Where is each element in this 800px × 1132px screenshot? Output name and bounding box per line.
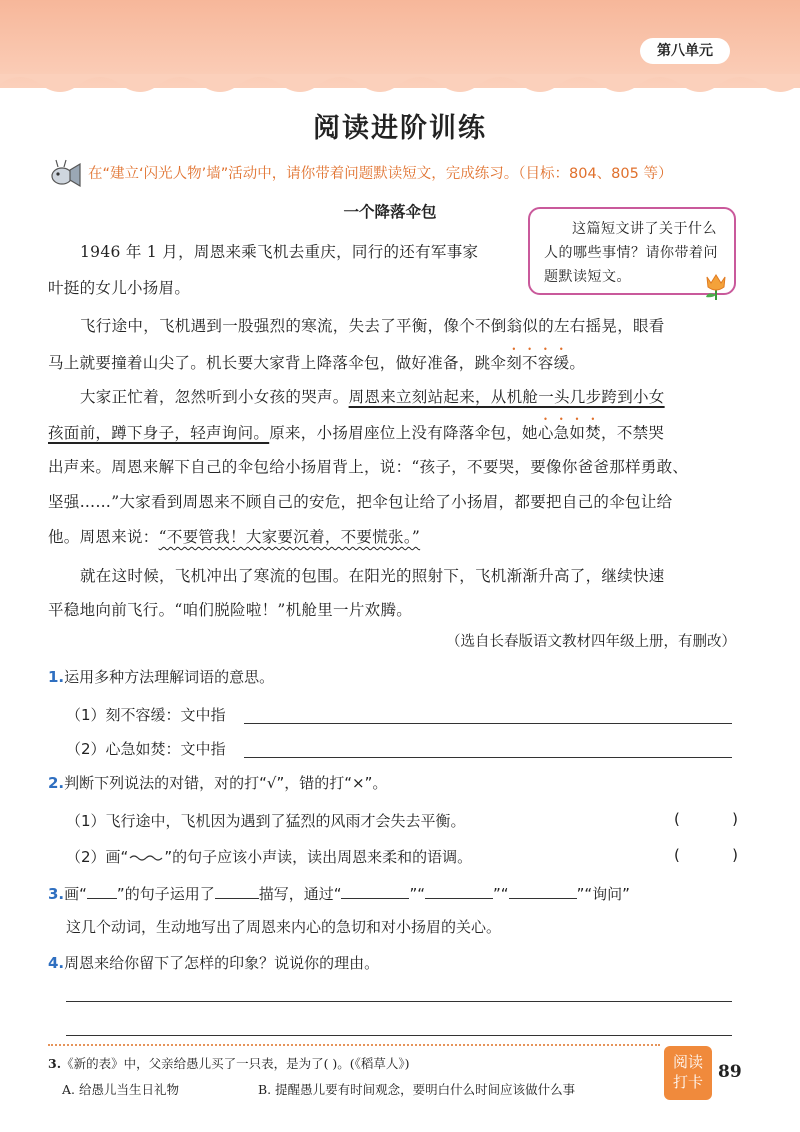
question-2-sub-2: （2）画“ ”的句子应该小声读，读出周恩来柔和的语调。 (66, 848, 473, 866)
question-2-sub-1: （1）飞行途中，飞机因为遇到了猛烈的风雨才会失去平衡。 (66, 812, 466, 830)
story-paragraph-3e: 他。周恩来说：“不要管我！大家要沉着，不要慌张。” (48, 528, 421, 546)
answer-paren-q2-1[interactable]: ( ) (674, 810, 738, 828)
reading-tip-text: 这篇短文讲了关于什么人的哪些事情？请你带着问题默读短文。 (544, 221, 718, 285)
instruction-text: 在“建立‘闪光人物’墙”活动中，请你带着问题默读短文，完成练习。（目标：804、805 等） (88, 166, 673, 182)
megaphone-bug-icon (48, 158, 82, 188)
instruction-row (48, 158, 768, 188)
dotted-word-ke-bu-rong-huan: 刻不容缓 (506, 354, 570, 372)
blank-q3-4[interactable] (509, 882, 577, 899)
blank-q3-3[interactable] (425, 882, 493, 899)
story-paragraph-4b: 平稳地向前飞行。“咱们脱险啦！”机舱里一片欢腾。 (48, 601, 413, 619)
footer-dotted-divider (48, 1044, 660, 1046)
question-3-line-2: 这几个动词，生动地写出了周恩来内心的急切和对小扬眉的关心。 (66, 918, 502, 936)
wavy-line-sample-icon (128, 848, 164, 862)
answer-line-q4-2[interactable] (66, 1034, 732, 1036)
story-paragraph-3c: 出声来。周恩来解下自己的伞包给小扬眉背上，说：“孩子，不要哭，要像你爸爸那样勇敢、 (48, 458, 689, 476)
page-number: 89 (718, 1062, 742, 1082)
wavy-underlined-sentence: “不要管我！大家要沉着，不要慌张。” (158, 528, 421, 546)
footer-question: 3.《新的表》中，父亲给愚儿买了一只表，是为了( )。(《稻草人》) (48, 1056, 410, 1071)
unit-badge: 第八单元 (640, 38, 730, 64)
story-paragraph-2a: 飞行途中，飞机遇到一股强烈的寒流，失去了平衡，像个不倒翁似的左右摇晃，眼看 (80, 317, 665, 335)
question-4: 4.周恩来给你留下了怎样的印象？说说你的理由。 (48, 954, 380, 972)
blank-q3-2[interactable] (341, 882, 409, 899)
question-3: 3.画“ ”的句子运用了 描写，通过“ ”“ ”“ ”“询问” (48, 882, 630, 904)
story-paragraph-3a: 大家正忙着，忽然听到小女孩的哭声。周恩来立刻站起来，从机舱一头几步跨到小女 (80, 388, 665, 406)
page-title: 阅读进阶训练 (313, 113, 487, 144)
story-paragraph-3b: 孩面前，蹲下身子，轻声询问。原来，小扬眉座位上没有降落伞包，她心急如焚，不禁哭 (48, 424, 665, 442)
question-1: 1.运用多种方法理解词语的意思。 (48, 668, 275, 686)
underlined-sentence: 周恩来立刻站起来，从机舱一头几步跨到小女 (348, 388, 665, 406)
answer-paren-q2-2[interactable]: ( ) (674, 846, 738, 864)
story-paragraph-1a: 1946 年 1 月，周恩来乘飞机去重庆，同行的还有军事家 (80, 243, 479, 261)
answer-line-q1-2[interactable] (244, 756, 732, 758)
reading-checkin-stamp: 阅读 打卡 (664, 1046, 712, 1100)
question-1-sub-1: （1）刻不容缓：文中指 (66, 706, 226, 724)
source-note: （选自长春版语文教材四年级上册，有删改） (446, 634, 736, 650)
story-paragraph-4a: 就在这时候，飞机冲出了寒流的包围。在阳光的照射下，飞机渐渐升高了，继续快速 (80, 567, 665, 585)
reading-tip-box (528, 207, 736, 295)
story-paragraph-3d: 坚强……”大家看到周恩来不顾自己的安危，把伞包让给了小扬眉，都要把自己的伞包让给 (48, 493, 673, 511)
story-paragraph-1b: 叶挺的女儿小扬眉。 (48, 279, 191, 297)
wavy-edge (0, 74, 800, 102)
answer-line-q4-1[interactable] (66, 1000, 732, 1002)
straight-line-sample (87, 882, 117, 899)
footer-option-b: B. 提醒愚儿要有时间观念，要明白什么时间应该做什么事 (258, 1082, 576, 1097)
dotted-word-xin-ji-ru-fen: 心急如焚 (537, 424, 602, 442)
answer-line-q1-1[interactable] (244, 722, 732, 724)
blank-q3-1[interactable] (215, 882, 259, 899)
question-1-sub-2: （2）心急如焚：文中指 (66, 740, 226, 758)
question-2: 2.判断下列说法的对错，对的打“√”，错的打“×”。 (48, 774, 388, 792)
tulip-icon (702, 271, 730, 301)
footer-option-a: A. 给愚儿当生日礼物 (62, 1082, 179, 1097)
story-paragraph-2b: 马上就要撞着山尖了。机长要大家背上降落伞包，做好准备，跳伞刻不容缓。 (48, 354, 586, 372)
story-title: 一个降落伞包 (343, 203, 437, 221)
